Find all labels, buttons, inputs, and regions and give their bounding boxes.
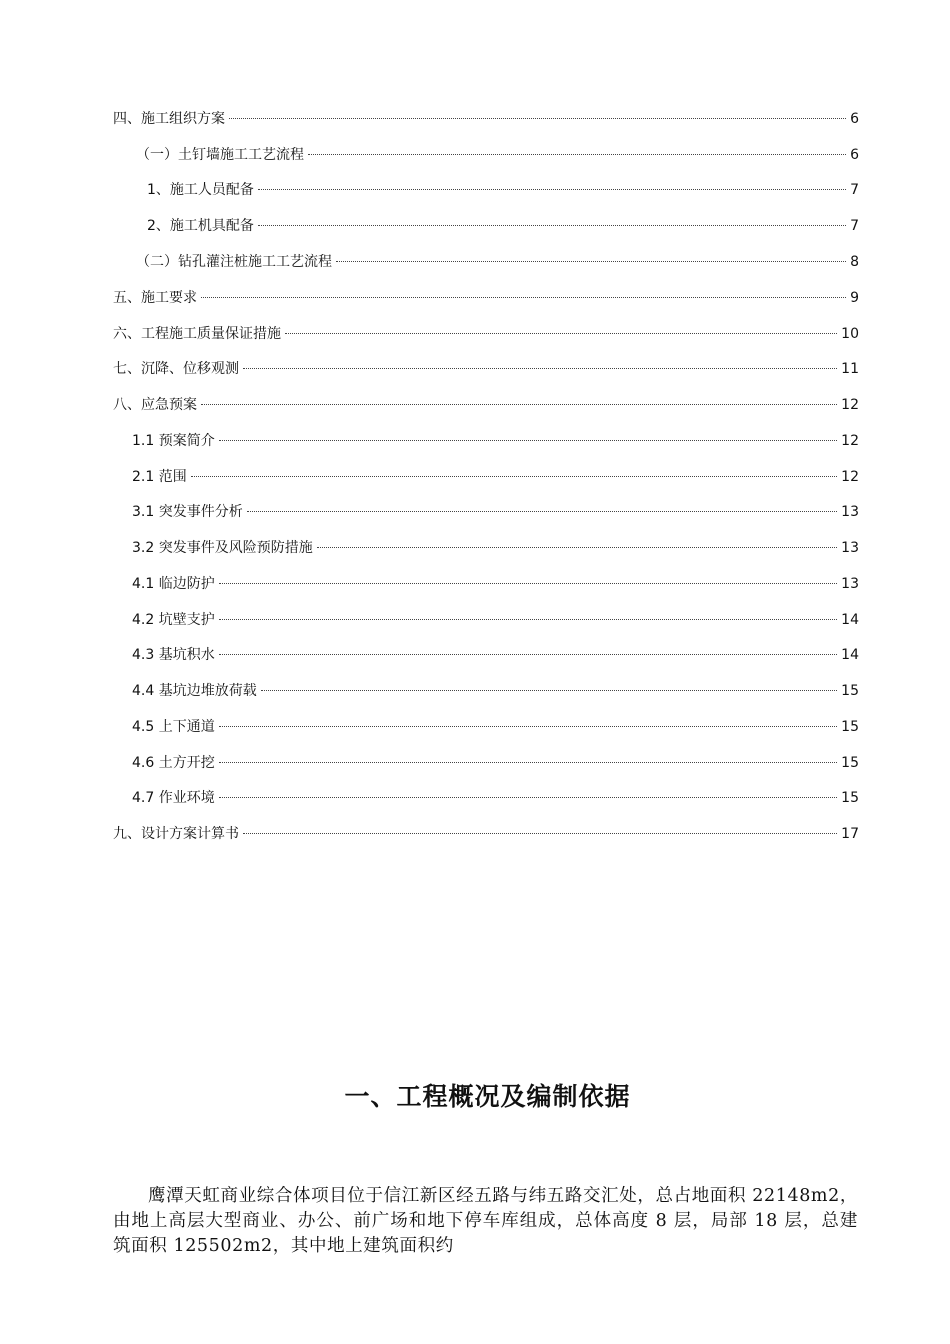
toc-entry[interactable] [147, 214, 859, 238]
toc-entry[interactable] [113, 322, 859, 346]
toc-entry-label: 4.4 基坑边堆放荷载 [132, 683, 257, 699]
toc-entry[interactable] [113, 393, 859, 417]
toc-leader-dots [219, 654, 837, 655]
toc-entry-label: 4.1 临边防护 [132, 576, 215, 592]
toc-entry[interactable] [132, 500, 859, 524]
toc-leader-dots [336, 261, 846, 262]
toc-leader-dots [247, 511, 837, 512]
toc-entry[interactable] [132, 643, 859, 667]
toc-entry-page-number: 15 [841, 683, 859, 699]
section-paragraph: 鹰潭天虹商业综合体项目位于信江新区经五路与纬五路交汇处，总占地面积 22148m2，由地上高层大型商业、办公、前广场和地下停车库组成，总体高度 8 层，局部 18 层，总建筑面积 125502m2，其中地上建筑面积约 [113, 1185, 858, 1256]
toc-entry[interactable] [113, 107, 859, 131]
toc-entry-page-number: 13 [841, 540, 859, 556]
toc-entry-page-number: 17 [841, 826, 859, 842]
toc-leader-dots [243, 833, 837, 834]
toc-entry[interactable] [132, 679, 859, 703]
toc-leader-dots [285, 333, 837, 334]
toc-leader-dots [219, 762, 837, 763]
toc-entry-page-number: 10 [841, 326, 859, 342]
toc-entry-label: 4.5 上下通道 [132, 719, 215, 735]
toc-entry-label: 4.6 土方开挖 [132, 755, 215, 771]
toc-entry-page-number: 12 [841, 469, 859, 485]
toc-leader-dots [219, 440, 837, 441]
toc-leader-dots [191, 476, 837, 477]
toc-entry[interactable] [132, 429, 859, 453]
toc-entry[interactable] [132, 536, 859, 560]
toc-entry[interactable] [113, 822, 859, 846]
toc-entry-page-number: 15 [841, 755, 859, 771]
toc-leader-dots [201, 404, 837, 405]
toc-leader-dots [258, 189, 846, 190]
toc-entry-page-number: 15 [841, 790, 859, 806]
toc-entry-page-number: 7 [850, 182, 859, 198]
toc-leader-dots [219, 583, 837, 584]
toc-entry-label: 3.1 突发事件分析 [132, 504, 243, 520]
toc-entry-label: 4.3 基坑积水 [132, 647, 215, 663]
toc-entry[interactable] [113, 357, 859, 381]
toc-entry-page-number: 15 [841, 719, 859, 735]
toc-entry[interactable] [132, 715, 859, 739]
toc-leader-dots [201, 297, 846, 298]
toc-entry-label: 1、施工人员配备 [147, 182, 254, 198]
toc-entry-label: 4.2 坑壁支护 [132, 612, 215, 628]
toc-leader-dots [219, 619, 837, 620]
toc-leader-dots [219, 726, 837, 727]
toc-entry-page-number: 9 [850, 290, 859, 306]
toc-entry[interactable] [132, 465, 859, 489]
toc-entry-label: （二）钻孔灌注桩施工工艺流程 [136, 254, 332, 270]
toc-leader-dots [229, 118, 846, 119]
toc-entry-page-number: 6 [850, 147, 859, 163]
toc-entry-label: 六、工程施工质量保证措施 [113, 326, 281, 342]
toc-entry[interactable] [132, 751, 859, 775]
toc-entry-label: 八、应急预案 [113, 397, 197, 413]
toc-entry[interactable] [136, 250, 859, 274]
toc-leader-dots [261, 690, 837, 691]
toc-entry-label: 3.2 突发事件及风险预防措施 [132, 540, 313, 556]
toc-entry-page-number: 8 [850, 254, 859, 270]
toc-entry-label: 4.7 作业环境 [132, 790, 215, 806]
toc-entry-page-number: 13 [841, 504, 859, 520]
toc-entry-label: 2.1 范围 [132, 469, 187, 485]
toc-entry[interactable] [113, 286, 859, 310]
toc-entry-page-number: 11 [841, 361, 859, 377]
toc-leader-dots [308, 154, 846, 155]
toc-entry[interactable] [132, 608, 859, 632]
toc-entry-label: （一）土钉墙施工工艺流程 [136, 147, 304, 163]
toc-entry-label: 2、施工机具配备 [147, 218, 254, 234]
toc-entry-label: 1.1 预案简介 [132, 433, 215, 449]
toc-entry-page-number: 14 [841, 612, 859, 628]
toc-leader-dots [317, 547, 837, 548]
toc-entry-label: 四、施工组织方案 [113, 111, 225, 127]
toc-leader-dots [219, 797, 837, 798]
toc-entry[interactable] [132, 786, 859, 810]
toc-entry-label: 五、施工要求 [113, 290, 197, 306]
toc-entry-page-number: 12 [841, 433, 859, 449]
toc-entry[interactable] [132, 572, 859, 596]
toc-leader-dots [258, 225, 846, 226]
toc-entry-page-number: 13 [841, 576, 859, 592]
toc-entry[interactable] [136, 143, 859, 167]
toc-leader-dots [243, 368, 837, 369]
toc-entry-page-number: 12 [841, 397, 859, 413]
toc-entry-label: 九、设计方案计算书 [113, 826, 239, 842]
toc-entry-label: 七、沉降、位移观测 [113, 361, 239, 377]
toc-entry-page-number: 14 [841, 647, 859, 663]
toc-entry-page-number: 7 [850, 218, 859, 234]
section-heading: 一、工程概况及编制依据 [344, 1081, 631, 1111]
toc-entry[interactable] [147, 178, 859, 202]
toc-entry-page-number: 6 [850, 111, 859, 127]
